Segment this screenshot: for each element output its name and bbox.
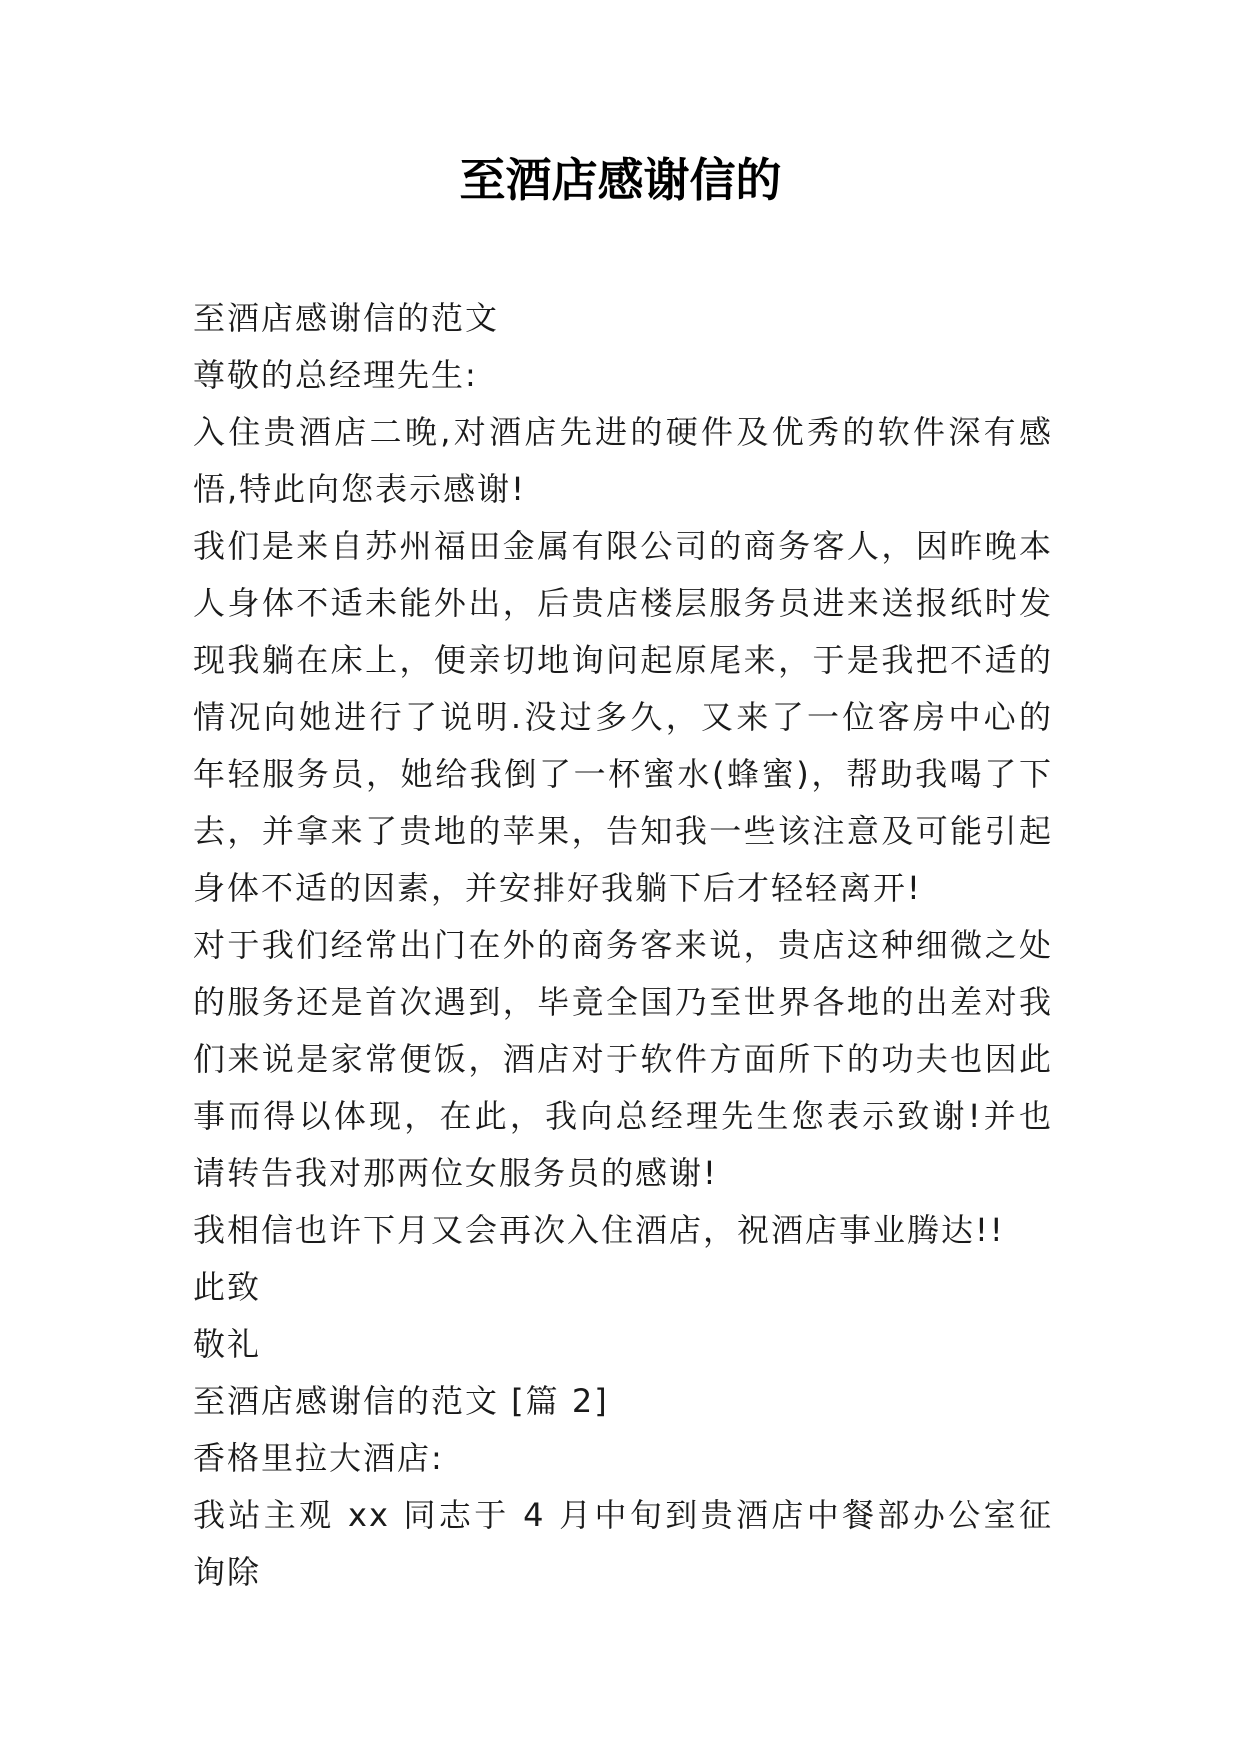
paragraph-closing-1: 此致 [193, 1268, 262, 1306]
paragraph-heading-2: 至酒店感谢信的范文 [篇 2] [193, 1382, 609, 1420]
paragraph-body-2: 我站主观 xx 同志于 4 月中旬到贵酒店中餐部办公室征询除 [193, 1496, 1053, 1591]
document-body [193, 290, 1053, 1601]
document-title: 至酒店感谢信的 [459, 153, 782, 207]
paragraph-salutation: 尊敬的总经理先生: [193, 356, 478, 394]
paragraph-wish: 我相信也许下月又会再次入住酒店，祝酒店事业腾达!! [193, 1211, 1005, 1249]
paragraph-intro: 入住贵酒店二晚,对酒店先进的硬件及优秀的软件深有感悟,特此向您表示感谢! [193, 413, 1053, 508]
paragraph-story: 我们是来自苏州福田金属有限公司的商务客人，因昨晚本人身体不适未能外出，后贵店楼层服务员进来送报纸时发现我躺在床上，便亲切地询问起原尾来，于是我把不适的情况向她进行了说明.没过多久，又来了一位客房中心的年轻服务员，她给我倒了一杯蜜水(蜂蜜)，帮助我喝了下去，并拿来了贵地的苹果，告知我一些该注意及可能引起身体不适的因素，并安排好我躺下后才轻轻离开! [193, 527, 1053, 907]
paragraph-heading: 至酒店感谢信的范文 [193, 299, 500, 337]
paragraph-salutation-2: 香格里拉大酒店: [193, 1439, 444, 1477]
paragraph-thanks: 对于我们经常出门在外的商务客来说，贵店这种细微之处的服务还是首次遇到，毕竟全国乃至世界各地的出差对我们来说是家常便饭，酒店对于软件方面所下的功夫也因此事而得以体现，在此，我向总经理先生您表示致谢!并也请转告我对那两位女服务员的感谢! [193, 926, 1053, 1192]
paragraph-closing-2: 敬礼 [193, 1325, 262, 1363]
